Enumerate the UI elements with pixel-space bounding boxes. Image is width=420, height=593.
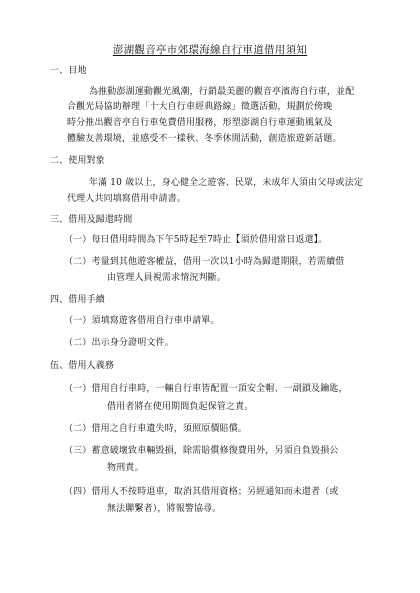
- paragraph-line: 時分推出觀音亭自行車免費借用服務，形塑澎湖自行車運動風氣及: [67, 118, 333, 128]
- list-item-continuation: 借用者將在使用期間負起保管之責。: [107, 402, 254, 412]
- paragraph-line: 為推動澎湖運動觀光風潮，行銷最美麗的觀音亭濱海自行車，並配: [89, 87, 355, 97]
- list-item-continuation: 物刑責。: [107, 463, 144, 473]
- section-heading: 伍、借用人義務: [50, 361, 115, 371]
- list-item: （二）考量到其他遊客權益，借用一次以1小時為歸還期限，若需續借: [64, 257, 345, 267]
- paragraph-line: 合觀光局協助辦理「十大自行車經典路線」徵選活動，規劃於傍晚: [67, 102, 333, 112]
- document-title: 澎湖觀音亭市郊環海線自行車道借用須知: [112, 44, 308, 56]
- list-item: （四）借用人不按時退車，取消其借用資格；另經通知而未還者（或: [64, 487, 339, 497]
- paragraph-line: 體驗友善環境，並感受不一樣秋、冬季休閒活動，創造旅遊新話題。: [67, 134, 342, 144]
- paragraph-line: 年滿 10 歲以上，身心健全之遊客、民眾，未成年人須由父母或法定: [89, 178, 363, 188]
- list-item: （二）出示身分證明文件。: [64, 338, 174, 348]
- list-item: （三）蓄意破壞致車輛毀損，除需賠償修復費用外，另須自負毀損公: [64, 446, 339, 456]
- list-item-continuation: 無法聯繫者），將報警協尋。: [107, 504, 222, 514]
- section-heading: 三、借用及歸還時間: [50, 215, 133, 225]
- list-item: （二）借用之自行車遺失時，須照原價賠償。: [64, 424, 248, 434]
- list-item: （一）每日借用時間為下午5時起至7時止【須於借用當日返還】。: [64, 235, 328, 245]
- paragraph-line: 代理人共同填寫借用申請書。: [67, 194, 186, 204]
- section-heading: 二、使用對象: [50, 156, 105, 166]
- list-item: （一）借用自行車時，一輛自行車皆配置一頂安全帽、一副鎖及鑰匙，: [64, 384, 348, 394]
- section-heading: 一、目地: [50, 66, 87, 76]
- list-item: （一）須填寫遊客借用自行車申請單。: [64, 316, 220, 326]
- list-item-continuation: 由管理人員視需求情況判斷。: [107, 273, 226, 283]
- section-heading: 四、借用手續: [50, 295, 105, 305]
